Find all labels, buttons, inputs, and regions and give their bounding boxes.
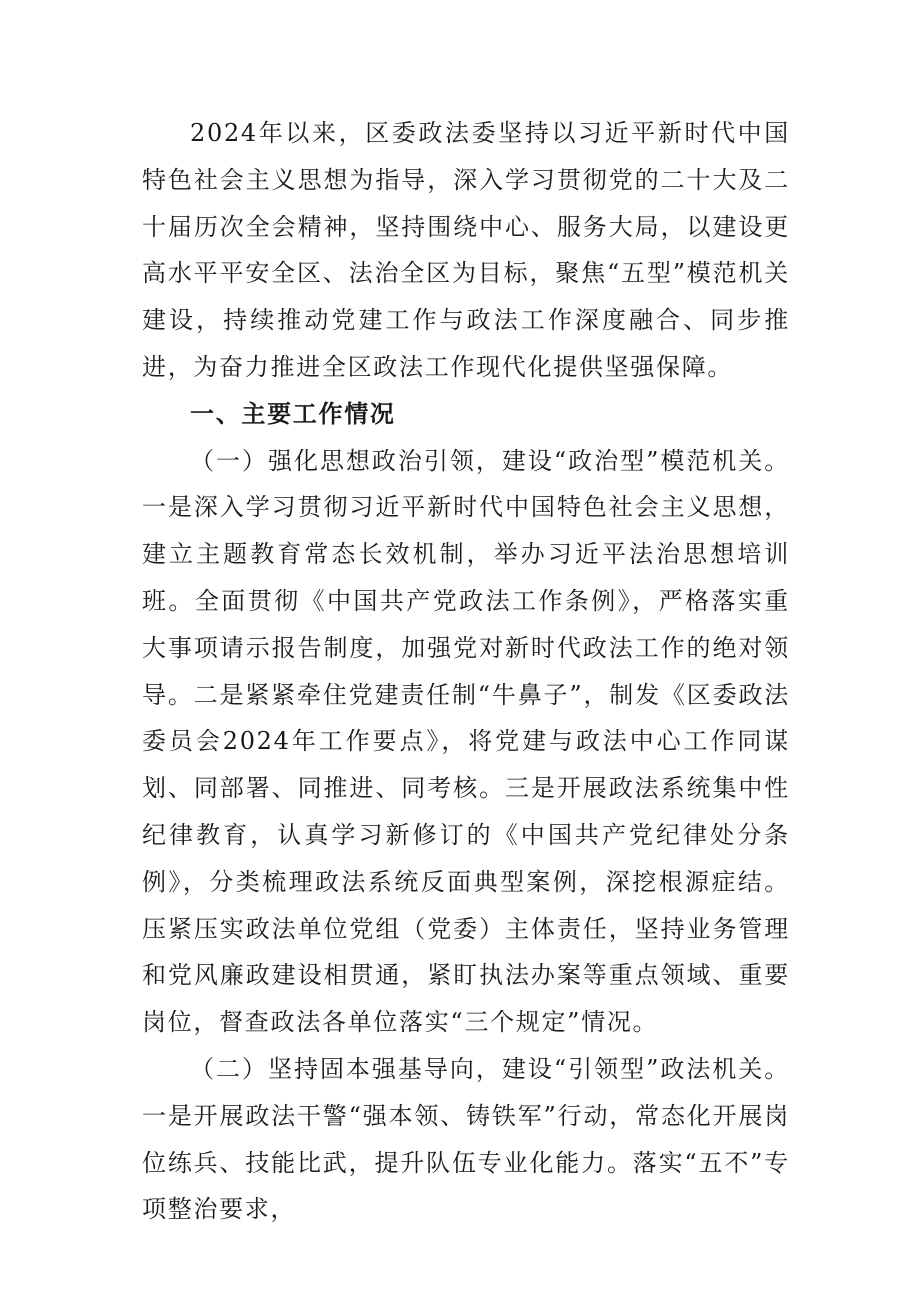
paragraph-intro: 2024年以来，区委政法委坚持以习近平新时代中国特色社会主义思想为指导，深入学习贯彻党的二十大及二十届历次全会精神，坚持围绕中心、服务大局，以建设更高水平平安全区、法治全区为目标，聚焦“五型”模范机关建设，持续推动党建工作与政法工作深度融合、同步推进，为奋力推进全区政法工作现代化提供坚强保障。 bbox=[142, 119, 790, 381]
paragraph-foundation: （二）坚持固本强基导向，建设“引领型”政法机关。一是开展政法干警“强本领、铸铁军”行动，常态化开展岗位练兵、技能比武，提升队伍专业化能力。落实“五不”专项整治要求， bbox=[142, 1054, 790, 1224]
document-body bbox=[142, 110, 790, 1233]
paragraph-political-guidance: （一）强化思想政治引领，建设“政治型”模范机关。一是深入学习贯彻习近平新时代中国特色社会主义思想，建立主题教育常态长效机制，举办习近平法治思想培训班。全面贯彻《中国共产党政法工作条例》，严格落实重大事项请示报告制度，加强党对新时代政法工作的绝对领导。二是紧紧牵住党建责任制“牛鼻子”，制发《区委政法委员会2024年工作要点》，将党建与政法中心工作同谋划、同部署、同推进、同考核。三是开展政法系统集中性纪律教育，认真学习新修订的《中国共产党纪律处分条例》，分类梳理政法系统反面典型案例，深挖根源症结。压紧压实政法单位党组（党委）主体责任，坚持业务管理和党风廉政建设相贯通，紧盯执法办案等重点领域、重要岗位，督查政法各单位落实“三个规定”情况。 bbox=[142, 446, 790, 1037]
section-heading-main-work: 一、主要工作情况 bbox=[190, 399, 396, 428]
